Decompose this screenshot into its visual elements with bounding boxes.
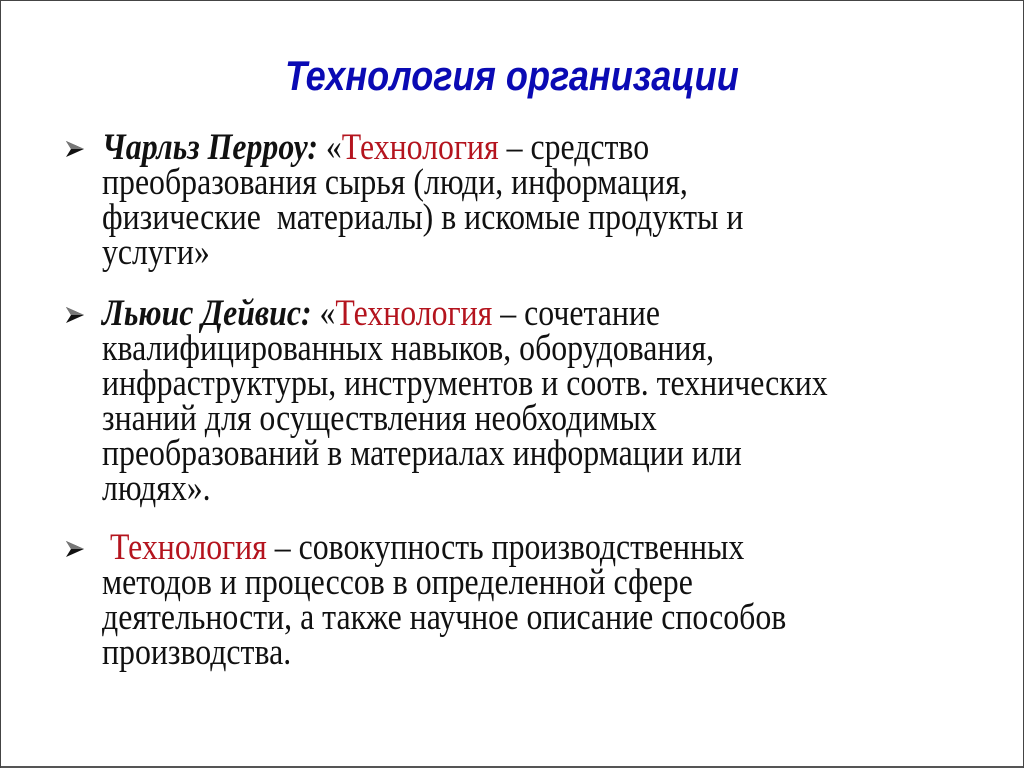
highlight-term: Технология <box>341 127 499 168</box>
author-name: Льюис Дейвис: <box>102 293 312 334</box>
bullet-line <box>102 527 745 568</box>
slide-title <box>0 52 1024 100</box>
bullet-line <box>102 197 744 238</box>
bullet-line <box>102 398 657 439</box>
bullet-line <box>102 632 292 673</box>
bullet-line <box>102 328 715 369</box>
bullet-line <box>102 468 211 509</box>
text-segment: « <box>317 127 342 168</box>
bullet-line <box>102 127 650 168</box>
text-segment: – совокупность производственных <box>266 527 745 568</box>
arrow-bullet-icon <box>64 138 86 160</box>
arrow-bullet-icon <box>64 538 86 560</box>
text-segment: – сочетание <box>492 293 661 334</box>
text-segment: – средство <box>498 127 650 168</box>
author-name: Чарльз Перроу: <box>102 127 318 168</box>
text-segment: услуги» <box>102 232 210 273</box>
text-segment: деятельности, а также научное описание способов <box>102 597 787 638</box>
bullet-line <box>102 597 787 638</box>
highlight-term: Технология <box>335 293 493 334</box>
bullet-line <box>102 232 210 273</box>
highlight-term: Технология <box>109 527 267 568</box>
text-segment: квалифицированных навыков, оборудования, <box>102 328 715 369</box>
text-segment: инфраструктуры, инструментов и соотв. технических <box>102 363 828 404</box>
text-segment: преобразования сырья (люди, информация, <box>102 162 688 203</box>
bullet-line <box>102 293 661 334</box>
bullet-line <box>102 363 828 404</box>
text-segment: преобразований в материалах информации или <box>102 433 742 474</box>
text-segment: методов и процессов в определенной сфере <box>102 562 693 603</box>
text-segment: людях». <box>102 468 211 509</box>
arrow-bullet-icon <box>64 304 86 326</box>
bullet-line <box>102 433 742 474</box>
text-segment: физические материалы) в искомые продукты и <box>102 197 744 238</box>
slide-title-text: Технология организации <box>285 52 739 99</box>
text-segment: производства. <box>102 632 292 673</box>
bullet-line <box>102 562 693 603</box>
text-segment: знаний для осуществления необходимых <box>102 398 657 439</box>
bullet-line <box>102 162 688 203</box>
text-segment: « <box>311 293 336 334</box>
